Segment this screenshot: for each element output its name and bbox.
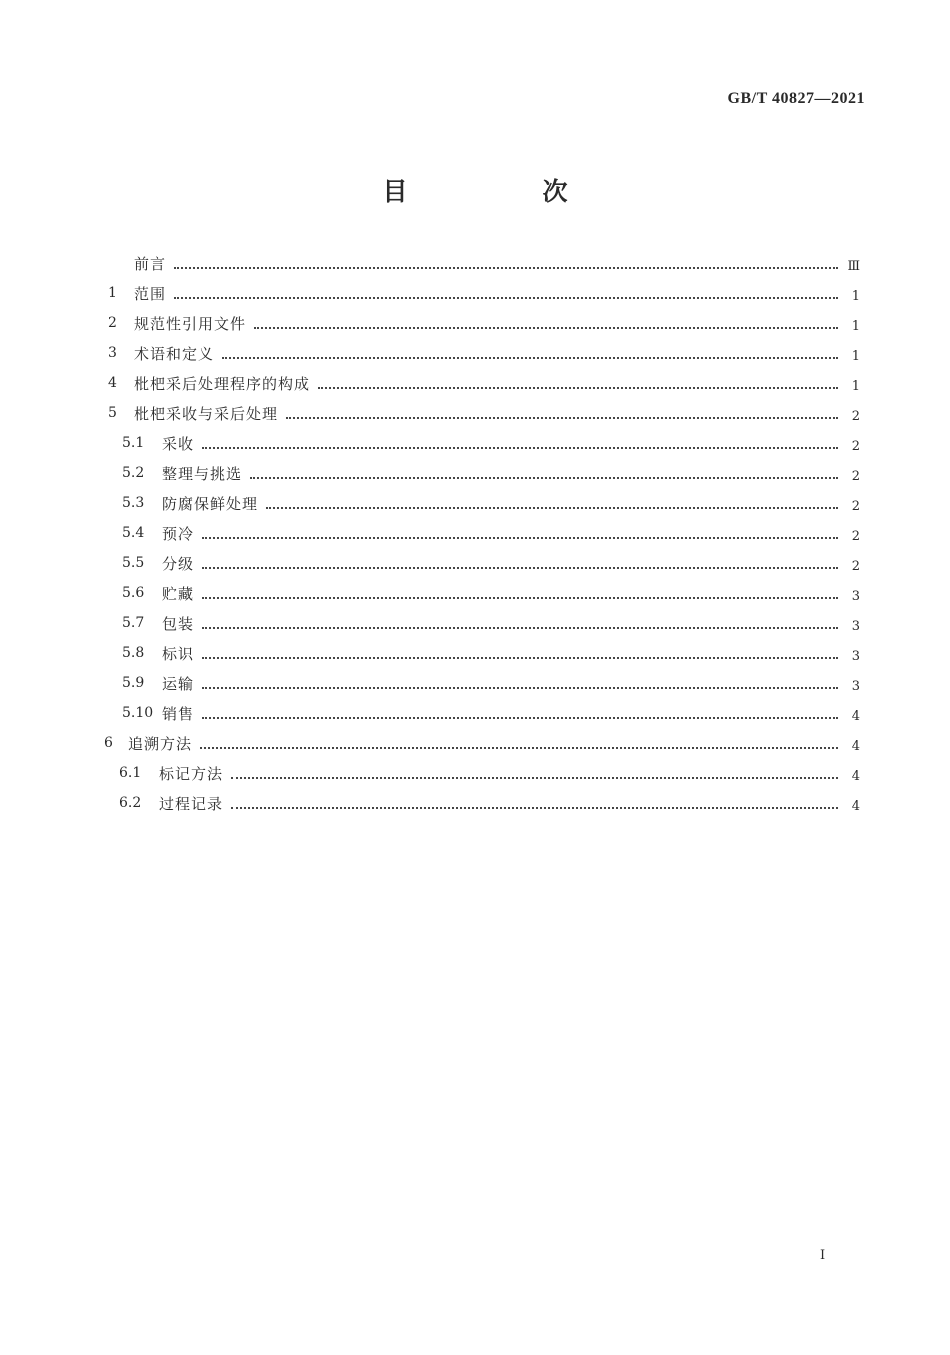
toc-entry-number: 5.1 [122, 435, 145, 451]
toc-entry[interactable] [0, 788, 950, 818]
toc-entry-page: 1 [851, 348, 860, 364]
toc-entry-number: 3 [108, 345, 117, 361]
toc-entry-title: 包装 [162, 614, 195, 633]
dot-leader [266, 507, 838, 509]
toc-entry-page: 3 [851, 678, 860, 694]
toc-entry-page: 3 [851, 648, 860, 664]
page-number: I [820, 1248, 826, 1263]
toc-entry-number: 5.9 [122, 675, 145, 691]
dot-leader [254, 327, 838, 329]
toc-entry-number: 5 [108, 405, 117, 421]
toc-entry-page: 2 [851, 558, 860, 574]
toc-entry-number: 6.2 [119, 795, 142, 811]
dot-leader [174, 297, 838, 299]
toc-entry[interactable] [0, 518, 950, 548]
toc-entry-title: 过程记录 [159, 794, 224, 813]
toc-entry-title: 范围 [134, 284, 167, 303]
toc-entry-page: 4 [851, 798, 860, 814]
dot-leader [200, 747, 838, 749]
toc-entry-title: 标记方法 [159, 764, 224, 783]
toc-entry[interactable] [0, 608, 950, 638]
toc-entry-number: 5.7 [122, 615, 145, 631]
dot-leader [250, 477, 838, 479]
dot-leader [318, 387, 838, 389]
toc-entry-page: 3 [851, 618, 860, 634]
dot-leader [174, 267, 838, 269]
toc-entry-title: 枇杷采收与采后处理 [134, 404, 279, 423]
toc-entry-page: 2 [851, 468, 860, 484]
toc-entry-title: 贮藏 [162, 584, 195, 603]
toc-entry-title: 销售 [162, 704, 195, 723]
toc-entry[interactable] [0, 398, 950, 428]
toc-entry[interactable] [0, 578, 950, 608]
dot-leader [202, 537, 838, 539]
toc-entry-number: 5.4 [122, 525, 145, 541]
toc-entry[interactable] [0, 728, 950, 758]
toc-entry-page: 4 [851, 768, 860, 784]
dot-leader [202, 447, 838, 449]
toc-entry-title: 规范性引用文件 [134, 314, 247, 333]
toc-entry-number: 5.2 [122, 465, 145, 481]
toc-entry[interactable] [0, 698, 950, 728]
toc-entry-page: 1 [851, 318, 860, 334]
toc-entry[interactable] [0, 488, 950, 518]
toc-entry[interactable] [0, 638, 950, 668]
toc-entry-number: 5.10 [122, 705, 154, 721]
toc-entry[interactable] [0, 548, 950, 578]
toc-entry[interactable] [0, 668, 950, 698]
toc-entry-page: Ⅲ [847, 258, 860, 274]
toc-entry-title: 前言 [134, 254, 167, 273]
toc-title: 目 次 [382, 177, 623, 206]
toc-entry-page: 4 [851, 708, 860, 724]
toc-entry-number: 6.1 [119, 765, 142, 781]
toc-entry-page: 2 [851, 498, 860, 514]
toc-entry-number: 6 [104, 735, 113, 751]
toc-entry-page: 4 [851, 738, 860, 754]
toc-entry-title: 追溯方法 [128, 734, 193, 753]
toc-entry-page: 2 [851, 438, 860, 454]
dot-leader [202, 597, 838, 599]
toc-entry-title: 术语和定义 [134, 344, 215, 363]
toc-entry-title: 运输 [162, 674, 195, 693]
dot-leader [202, 687, 838, 689]
toc-entry-page: 1 [851, 288, 860, 304]
toc-entry-title: 采收 [162, 434, 195, 453]
dot-leader [222, 357, 838, 359]
toc-entry[interactable] [0, 368, 950, 398]
toc-entry[interactable] [0, 758, 950, 788]
toc-entry[interactable] [0, 278, 950, 308]
dot-leader [202, 717, 838, 719]
toc-entry-number: 2 [108, 315, 117, 331]
dot-leader [202, 567, 838, 569]
toc-entry-number: 5.8 [122, 645, 145, 661]
toc-entry-number: 5.5 [122, 555, 145, 571]
dot-leader [231, 777, 838, 779]
dot-leader [202, 627, 838, 629]
table-of-contents [0, 248, 950, 818]
toc-entry-number: 5.3 [122, 495, 145, 511]
toc-entry-title: 预冷 [162, 524, 195, 543]
toc-entry[interactable] [0, 458, 950, 488]
toc-entry-page: 2 [851, 528, 860, 544]
toc-entry-number: 5.6 [122, 585, 145, 601]
toc-entry-title: 分级 [162, 554, 195, 573]
toc-entry-page: 1 [851, 378, 860, 394]
standard-code: GB/T 40827—2021 [727, 90, 865, 107]
toc-entry-number: 1 [108, 285, 117, 301]
toc-entry-page: 3 [851, 588, 860, 604]
toc-entry-title: 防腐保鲜处理 [162, 494, 259, 513]
dot-leader [286, 417, 838, 419]
dot-leader [231, 807, 838, 809]
toc-entry-page: 2 [851, 408, 860, 424]
toc-entry[interactable] [0, 308, 950, 338]
toc-entry-number: 4 [108, 375, 117, 391]
toc-entry-title: 标识 [162, 644, 195, 663]
toc-entry-title: 整理与挑选 [162, 464, 243, 483]
dot-leader [202, 657, 838, 659]
toc-entry[interactable] [0, 428, 950, 458]
toc-entry[interactable] [0, 248, 950, 278]
toc-entry-title: 枇杷采后处理程序的构成 [134, 374, 311, 393]
toc-entry[interactable] [0, 338, 950, 368]
